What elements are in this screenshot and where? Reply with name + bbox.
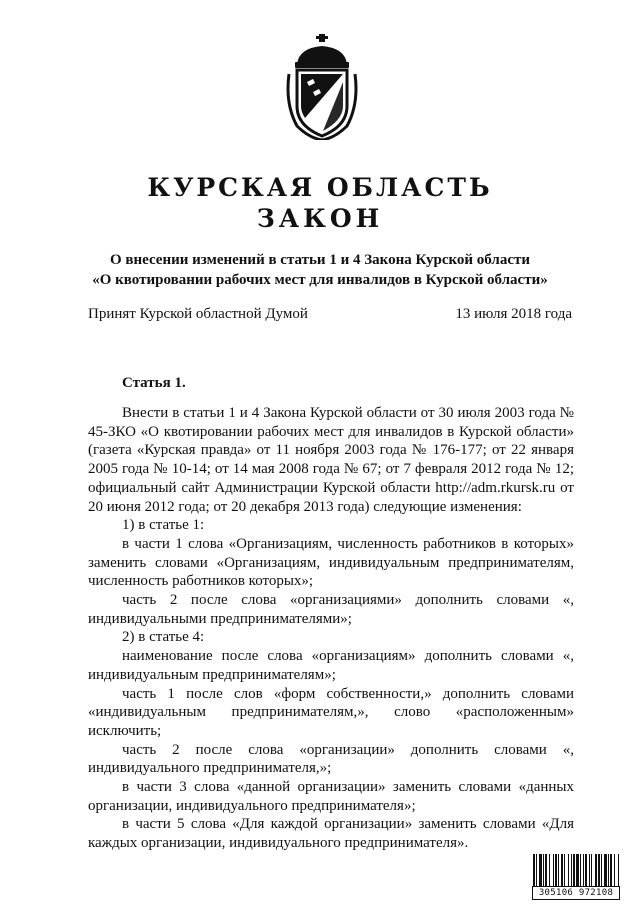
article-paragraph: 2) в статье 4: — [122, 629, 205, 646]
article-paragraph: в части 3 слова «данной организации» заменить словами «данных организации, индивидуального предпринимателя»; — [88, 779, 574, 814]
article-paragraph: в части 1 слова «Организациям, численность работников в которых» заменить словами «Организациям, индивидуальным предпринимателям, численность работников которых»; — [88, 535, 574, 590]
subtitle-line: «О квотировании рабочих мест для инвалидов в Курской области» — [92, 272, 548, 288]
article-body — [88, 404, 574, 853]
article-paragraph: 1) в статье 1: — [122, 517, 205, 534]
coat-of-arms-emblem — [283, 34, 361, 140]
article-paragraph: наименование после слова «организациям» дополнить словами «, индивидуальным предпринимателям»; — [88, 648, 574, 683]
adoption-line — [88, 304, 572, 324]
region-title: КУРСКАЯ ОБЛАСТЬ — [147, 173, 493, 202]
article-paragraph: Внести в статьи 1 и 4 Закона Курской области от 30 июля 2003 года № 45-ЗКО «О квотировании рабочих мест для инвалидов в Курской области» (газета «Курская правда» от 11 ноября 2003 года № 176-177; от 22 января 2005 года № 10-14; от 14 мая 2008 года № 67; от 7 февраля 2012 года № 12; официальный сайт Администрации Курской области http://adm.rkursk.ru от 20 июня 2012 года; от 20 декабря 2013 года) следующие изменения: — [88, 405, 574, 515]
article-paragraph: часть 1 после слов «форм собственности,» дополнить словами «индивидуальным предпринимателям,», слово «расположенным» исключить; — [88, 685, 574, 739]
barcode-bars — [532, 854, 620, 887]
adopted-by: Принят Курской областной Думой — [88, 306, 308, 322]
article-paragraph: в части 5 слова «Для каждой организации» заменить словами «Для каждых организации, индивидуального предпринимателя». — [88, 816, 574, 852]
law-subtitle — [40, 250, 600, 290]
article-paragraph: часть 2 после слова «организациями» дополнить словами «, индивидуальными предпринимателями»; — [88, 592, 574, 627]
adoption-date: 13 июля 2018 года — [455, 306, 572, 322]
document-type-title: ЗАКОН — [256, 204, 384, 233]
article-heading: Статья 1. — [122, 375, 186, 391]
crown-icon — [295, 34, 349, 68]
article-paragraph: часть 2 после слова «организации» дополнить словами «, индивидуального предпринимателя,»; — [88, 741, 574, 777]
barcode-number: 305106 972108 — [532, 886, 620, 900]
subtitle-line: О внесении изменений в статьи 1 и 4 Закона Курской области — [109, 252, 531, 268]
barcode — [532, 854, 620, 898]
